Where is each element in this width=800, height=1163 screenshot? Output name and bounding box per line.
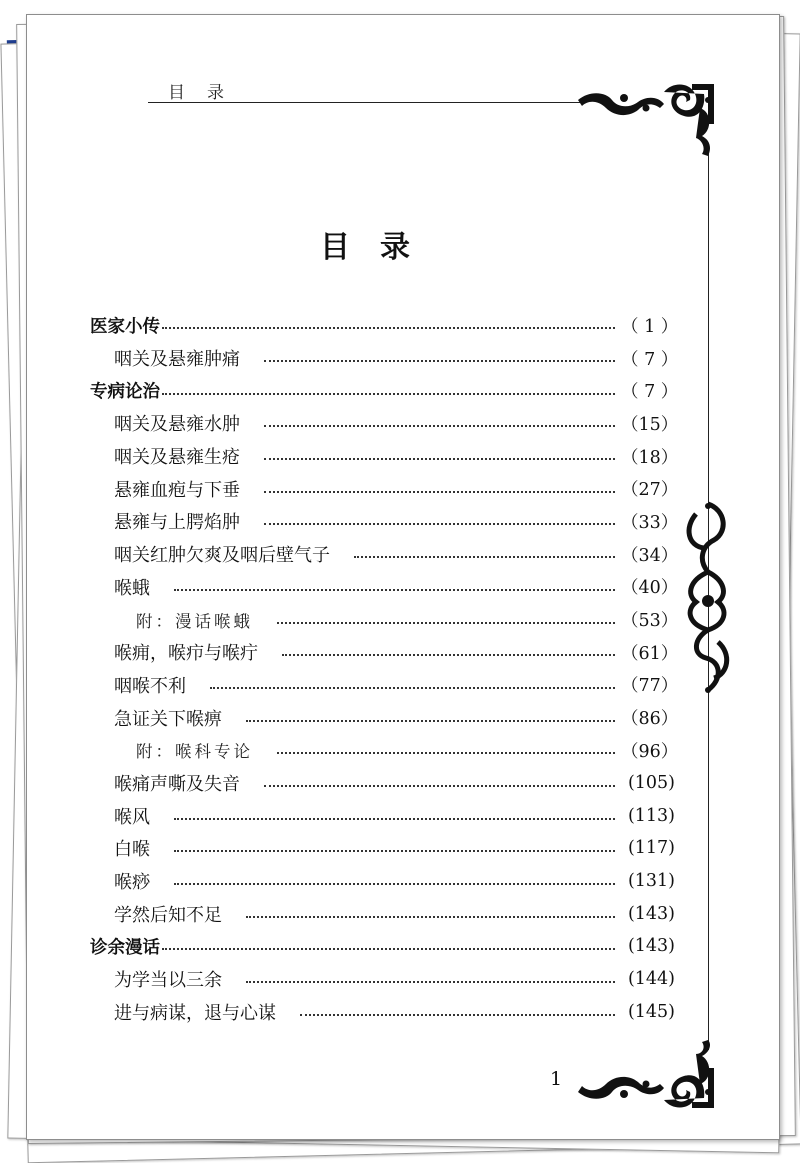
toc-entry-page: （86）	[621, 709, 679, 730]
dot-leader	[354, 556, 615, 558]
dot-leader	[174, 818, 615, 820]
dot-leader	[264, 360, 615, 362]
toc-entry-title: 白喉	[114, 839, 150, 861]
toc-entry	[90, 897, 675, 930]
toc-entry-page: （27）	[621, 480, 679, 501]
toc-entry	[90, 505, 679, 538]
toc-entry-title: 喉蛾	[114, 577, 150, 599]
toc-entry-title: 诊余漫话	[90, 937, 160, 958]
toc-entry-title: 喉痧	[114, 872, 150, 894]
dot-leader	[246, 720, 615, 722]
toc-entry-title: 咽关及悬雍水肿	[114, 414, 240, 436]
page-number: 1	[550, 1068, 563, 1090]
toc-entry-page: (145)	[627, 1001, 675, 1022]
dot-leader	[162, 393, 615, 395]
toc-entry-title: 急证关下喉痹	[114, 708, 222, 730]
toc-entry-title: 悬雍与上腭焰肿	[114, 512, 240, 534]
toc-entry	[90, 799, 675, 832]
toc-entry-title: 喉痛声嘶及失音	[114, 773, 240, 795]
toc-entry	[90, 603, 679, 636]
toc-entry	[90, 440, 679, 473]
toc-entry-title: 学然后知不足	[114, 904, 222, 926]
toc-entry	[90, 669, 679, 702]
toc-entry-page: (131)	[627, 871, 675, 892]
toc-entry-page: （34）	[621, 545, 679, 566]
toc-entry	[90, 832, 675, 865]
toc-entry-title: 喉痈，喉疖与喉疔	[114, 643, 258, 665]
dot-leader	[174, 883, 615, 885]
page-title: 目录	[320, 230, 440, 265]
toc-entry	[90, 342, 679, 375]
toc-entry-page: （18）	[621, 447, 679, 468]
toc-entry	[90, 374, 679, 407]
running-header: 目录	[168, 83, 246, 103]
dot-leader	[282, 654, 615, 656]
dot-leader	[277, 622, 615, 624]
toc-entry-page: （ 7 ）	[621, 382, 679, 403]
dot-leader	[277, 752, 615, 754]
dot-leader	[264, 523, 615, 525]
dot-leader	[264, 785, 615, 787]
toc-entry	[90, 636, 679, 669]
toc-entry	[90, 963, 675, 996]
dot-leader	[264, 491, 615, 493]
toc-entry	[90, 701, 679, 734]
toc-entry-page: （77）	[621, 676, 679, 697]
toc-entry-title: 专病论治	[90, 382, 160, 403]
toc-entry-page: （ 7 ）	[621, 349, 679, 370]
toc-entry-title: 喉风	[114, 806, 150, 828]
toc-entry-page: （ 1 ）	[621, 316, 679, 337]
side-ornament-icon	[678, 498, 738, 698]
toc-entry-page: （61）	[621, 643, 679, 664]
toc-entry-page: （53）	[621, 611, 679, 632]
dot-leader	[174, 850, 615, 852]
toc-entry-page: （40）	[621, 578, 679, 599]
toc-entry	[90, 538, 679, 571]
dot-leader	[264, 458, 615, 460]
dot-leader	[174, 589, 615, 591]
toc-entry-title: 进与病谋，退与心谋	[114, 1002, 276, 1024]
toc-entry-page: (143)	[627, 903, 675, 924]
toc-entry	[90, 472, 679, 505]
toc-entry-page: (143)	[627, 936, 675, 957]
toc-entry	[90, 995, 675, 1028]
toc-entry-title: 咽关及悬雍生疮	[114, 447, 240, 469]
toc-entry-title: 悬雍血疱与下垂	[114, 479, 240, 501]
toc-entry-page: (117)	[627, 838, 675, 859]
header-rule	[148, 102, 582, 103]
toc-entry	[90, 571, 679, 604]
toc-entry-title: 附：漫话喉蛾	[136, 611, 253, 631]
corner-ornament-icon	[572, 78, 722, 158]
toc-entry-page: （96）	[621, 741, 679, 762]
toc-entry	[90, 309, 679, 342]
toc-entry-title: 医家小传	[90, 316, 160, 337]
toc-entry	[90, 930, 675, 963]
dot-leader	[210, 687, 615, 689]
toc-entry-title: 咽关红肿欠爽及咽后壁气子	[114, 545, 330, 567]
dot-leader	[246, 981, 615, 983]
toc-entry-title: 咽喉不利	[114, 675, 186, 697]
toc-entry-page: (113)	[627, 805, 675, 826]
dot-leader	[264, 425, 615, 427]
toc-entry	[90, 767, 675, 800]
dot-leader	[162, 948, 615, 950]
toc-entry-page: (144)	[627, 969, 675, 990]
corner-ornament-icon	[572, 1040, 722, 1120]
toc-entry	[90, 407, 679, 440]
dot-leader	[162, 327, 615, 329]
toc-entry-title: 为学当以三余	[114, 970, 222, 992]
toc-entry-page: （15）	[621, 414, 679, 435]
dot-leader	[246, 916, 615, 918]
toc-entry-title: 咽关及悬雍肿痛	[114, 349, 240, 371]
toc-entry-page: （33）	[621, 512, 679, 533]
table-of-contents	[90, 309, 679, 1028]
toc-entry	[90, 865, 675, 898]
toc-entry	[90, 734, 679, 767]
dot-leader	[300, 1014, 615, 1016]
toc-entry-page: (105)	[627, 772, 675, 793]
toc-entry-title: 附：喉科专论	[136, 742, 253, 762]
